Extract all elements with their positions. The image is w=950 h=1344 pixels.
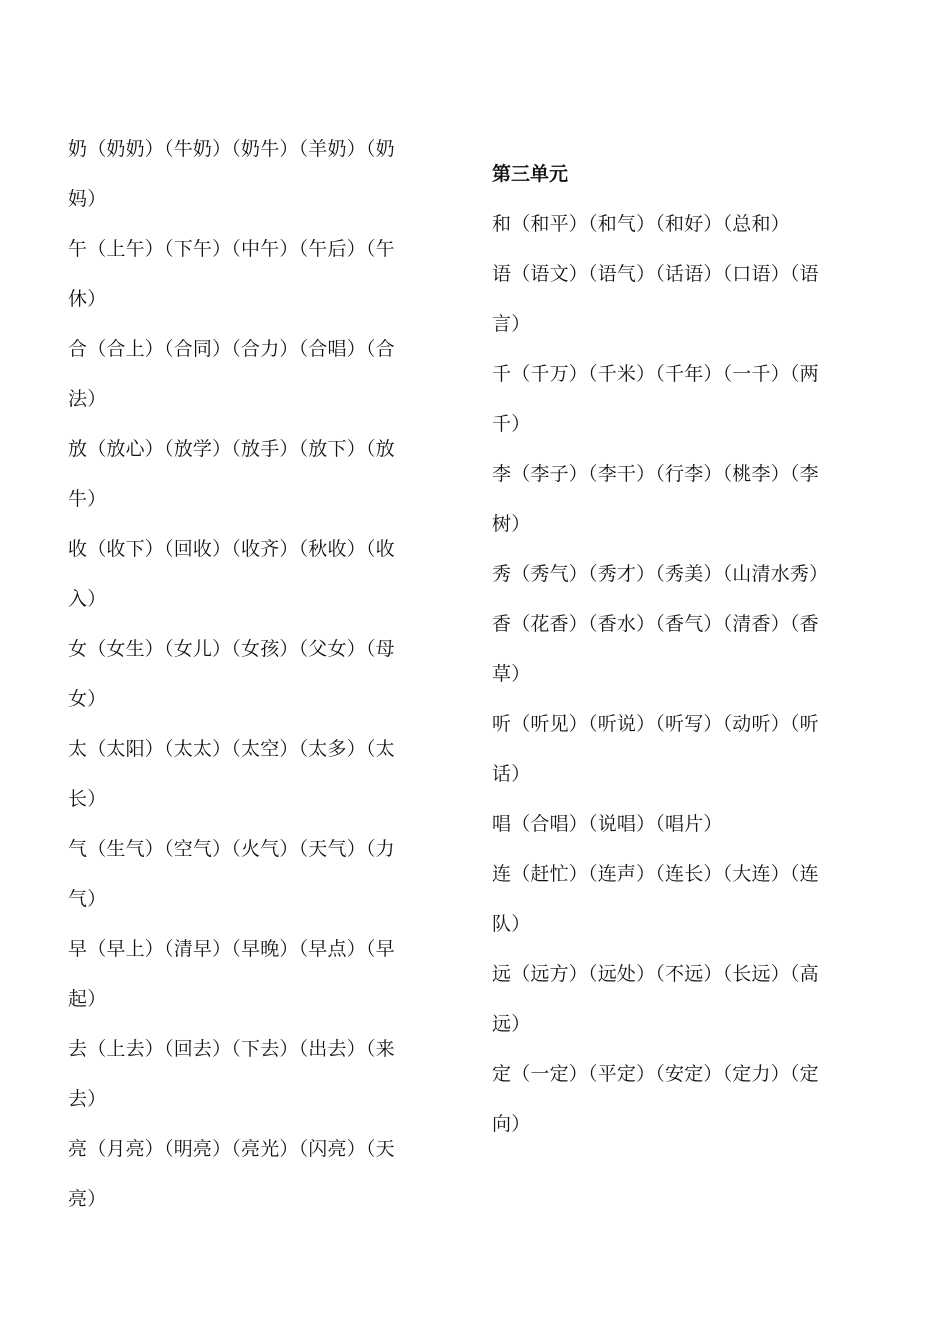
vocab-line: 起） <box>68 988 107 1010</box>
unit-heading: 第三单元 <box>492 163 569 185</box>
vocab-line: 入） <box>68 588 107 610</box>
vocab-line: 女） <box>68 688 107 710</box>
vocab-line: 去（上去）（回去）（下去）（出去）（来 <box>68 1038 395 1060</box>
vocab-line: 千） <box>492 413 531 435</box>
vocab-line: 女（女生）（女儿）（女孩）（父女）（母 <box>68 638 395 660</box>
vocab-line: 话） <box>492 763 531 785</box>
vocab-line: 语（语文）（语气）（话语）（口语）（语 <box>492 263 819 285</box>
vocab-line: 远（远方）（远处）（不远）（长远）（高 <box>492 963 819 985</box>
vocab-line: 气（生气）（空气）（火气）（天气）（力 <box>68 838 395 860</box>
vocab-line: 亮（月亮）（明亮）（亮光）（闪亮）（天 <box>68 1138 395 1160</box>
vocab-line: 千（千万）（千米）（千年）（一千）（两 <box>492 363 819 385</box>
vocab-line: 和（和平）（和气）（和好）（总和） <box>492 213 790 235</box>
vocab-line: 亮） <box>68 1188 107 1210</box>
vocab-line: 队） <box>492 913 531 935</box>
vocab-line: 奶（奶奶）（牛奶）（奶牛）（羊奶）（奶 <box>68 138 395 160</box>
vocab-line: 香（花香）（香水）（香气）（清香）（香 <box>492 613 819 635</box>
left-column <box>68 124 440 1224</box>
vocab-line: 树） <box>492 513 531 535</box>
vocab-line: 去） <box>68 1088 107 1110</box>
vocab-line: 太（太阳）（太太）（太空）（太多）（太 <box>68 738 395 760</box>
vocab-line: 定（一定）（平定）（安定）（定力）（定 <box>492 1063 819 1085</box>
right-column <box>492 149 864 1149</box>
vocab-line: 言） <box>492 313 531 335</box>
vocab-line: 午（上午）（下午）（中午）（午后）（午 <box>68 238 395 260</box>
vocab-line: 连（赶忙）（连声）（连长）（大连）（连 <box>492 863 819 885</box>
vocab-line: 唱（合唱）（说唱）（唱片） <box>492 813 723 835</box>
vocab-line: 合（合上）（合同）（合力）（合唱）（合 <box>68 338 395 360</box>
vocab-line: 秀（秀气）（秀才）（秀美）（山清水秀） <box>492 563 829 585</box>
vocab-line: 草） <box>492 663 531 685</box>
vocab-line: 向） <box>492 1113 531 1135</box>
vocab-line: 李（李子）（李干）（行李）（桃李）（李 <box>492 463 819 485</box>
vocab-line: 牛） <box>68 488 107 510</box>
vocab-line: 休） <box>68 288 107 310</box>
vocab-line: 放（放心）（放学）（放手）（放下）（放 <box>68 438 395 460</box>
vocab-line: 气） <box>68 888 107 910</box>
vocab-line: 早（早上）（清早）（早晚）（早点）（早 <box>68 938 395 960</box>
vocab-line: 收（收下）（回收）（收齐）（秋收）（收 <box>68 538 395 560</box>
vocab-line: 远） <box>492 1013 531 1035</box>
vocab-line: 法） <box>68 388 107 410</box>
vocab-line: 听（听见）（听说）（听写）（动听）（听 <box>492 713 819 735</box>
vocab-line: 妈） <box>68 188 107 210</box>
vocab-line: 长） <box>68 788 107 810</box>
